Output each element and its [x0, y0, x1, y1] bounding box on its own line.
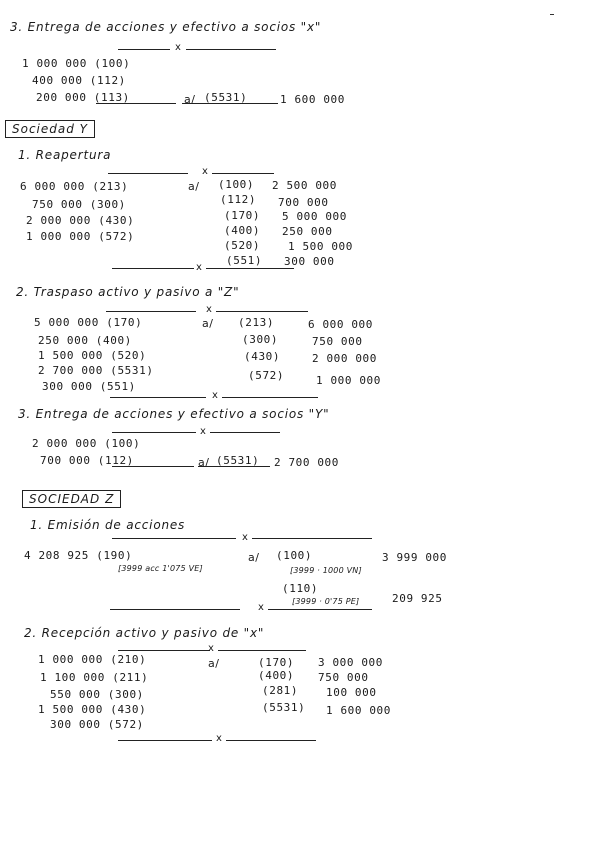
- debit-line: 250 000 (400): [38, 334, 132, 347]
- credit-amount: 6 000 000: [308, 318, 374, 331]
- debit-line: 1 000 000 (100): [22, 57, 131, 70]
- debit-line: 2 000 000 (100): [32, 437, 141, 450]
- entry-top-rule: [218, 650, 306, 651]
- entry-bottom-rule: [112, 268, 194, 269]
- credit-amount: 3 000 000: [318, 656, 384, 669]
- credit-amount: 100 000: [326, 686, 377, 699]
- debit-line: 700 000 (112): [40, 454, 134, 467]
- entry-separator: x: [258, 602, 264, 613]
- credit-amount: 2 700 000: [274, 456, 340, 469]
- credit-account: (400): [224, 224, 261, 237]
- entry-bottom-rule: [112, 466, 194, 467]
- entry-separator: x: [208, 643, 214, 654]
- debit-line: 300 000 (551): [42, 380, 136, 393]
- credit-account: (300): [242, 333, 279, 346]
- credit-account: (572): [248, 369, 285, 382]
- credit-account: (112): [220, 193, 257, 206]
- credit-amount: 750 000: [318, 671, 369, 684]
- credit-account: (170): [224, 209, 261, 222]
- entry-separator: x: [216, 733, 222, 744]
- credit-amount: 3 999 000: [382, 551, 448, 564]
- entry-title-emision: 1. Emisión de acciones: [30, 518, 186, 532]
- credit-marker: a/: [202, 317, 214, 330]
- entry-bottom-rule: [198, 466, 270, 467]
- debit-line: 1 500 000 (430): [38, 703, 147, 716]
- credit-account: (551): [226, 254, 263, 267]
- credit-account: (520): [224, 239, 261, 252]
- debit-line: 300 000 (572): [50, 718, 144, 731]
- entry-bottom-rule: [226, 740, 316, 741]
- debit-line: 1 000 000 (572): [26, 230, 135, 243]
- entry-bottom-rule: [110, 609, 240, 610]
- debit-line: 400 000 (112): [32, 74, 126, 87]
- credit-amount: 2 000 000: [312, 352, 378, 365]
- entry-top-rule: [216, 311, 308, 312]
- credit-marker: a/: [248, 551, 260, 564]
- credit-account: (5531): [204, 91, 248, 104]
- credit-note: [3999 · 0'75 PE]: [292, 597, 360, 606]
- credit-account: (400): [258, 669, 295, 682]
- entry-top-rule: [212, 173, 274, 174]
- credit-amount: 1 600 000: [326, 704, 392, 717]
- company-box-y: Sociedad Y: [5, 120, 95, 138]
- entry-top-rule: [118, 650, 210, 651]
- credit-amount: 209 925: [392, 592, 443, 605]
- entry-separator: x: [202, 166, 208, 177]
- entry-bottom-rule: [182, 103, 278, 104]
- credit-amount: 250 000: [282, 225, 333, 238]
- debit-line: 1 000 000 (210): [38, 653, 147, 666]
- credit-amount: 300 000: [284, 255, 335, 268]
- credit-account: (5531): [262, 701, 306, 714]
- credit-marker: a/: [208, 657, 220, 670]
- entry-title-traspaso: 2. Traspaso activo y pasivo a "Z": [16, 285, 240, 299]
- credit-account: (110): [282, 582, 319, 595]
- entry-title-entrega-y: 3. Entrega de acciones y efectivo a socios "Y": [18, 407, 330, 421]
- entry-bottom-rule: [118, 740, 212, 741]
- entry-separator: x: [212, 390, 218, 401]
- debit-line: 1 500 000 (520): [38, 349, 147, 362]
- debit-line: 750 000 (300): [32, 198, 126, 211]
- debit-line: 6 000 000 (213): [20, 180, 129, 193]
- credit-marker: a/: [184, 93, 196, 106]
- entry-title-entrega-x: 3. Entrega de acciones y efectivo a socios "x": [10, 20, 322, 34]
- entry-top-rule: [108, 173, 188, 174]
- credit-account: (213): [238, 316, 275, 329]
- credit-note: [3999 · 1000 VN]: [290, 566, 362, 575]
- debit-note: [3999 acc 1'075 VE]: [118, 564, 203, 573]
- debit-line: 2 000 000 (430): [26, 214, 135, 227]
- entry-separator: x: [196, 262, 202, 273]
- credit-account: (100): [218, 178, 255, 191]
- entry-bottom-rule: [222, 397, 318, 398]
- credit-amount: 1 000 000: [316, 374, 382, 387]
- debit-line: 4 208 925 (190): [24, 549, 133, 562]
- entry-bottom-rule: [96, 103, 176, 104]
- entry-top-rule: [118, 49, 170, 50]
- credit-account: (430): [244, 350, 281, 363]
- entry-top-rule: [252, 538, 372, 539]
- entry-top-rule: [106, 311, 196, 312]
- debit-line: 1 100 000 (211): [40, 671, 149, 684]
- credit-amount: 750 000: [312, 335, 363, 348]
- credit-amount: 2 500 000: [272, 179, 338, 192]
- entry-top-rule: [186, 49, 276, 50]
- entry-title-reapertura: 1. Reapertura: [18, 148, 112, 162]
- credit-amount: 1 600 000: [280, 93, 346, 106]
- entry-bottom-rule: [110, 397, 206, 398]
- debit-line: 550 000 (300): [50, 688, 144, 701]
- entry-top-rule: [112, 432, 196, 433]
- entry-title-recepcion: 2. Recepción activo y pasivo de "x": [24, 626, 265, 640]
- debit-line: 2 700 000 (5531): [38, 364, 154, 377]
- entry-separator: x: [242, 532, 248, 543]
- credit-account: (100): [276, 549, 313, 562]
- stray-mark: [550, 14, 554, 15]
- entry-separator: x: [175, 42, 181, 53]
- debit-line: 200 000 (113): [36, 91, 130, 104]
- credit-marker: a/: [188, 180, 200, 193]
- company-box-z: SOCIEDAD Z: [22, 490, 121, 508]
- entry-bottom-rule: [268, 609, 372, 610]
- credit-account: (5531): [216, 454, 260, 467]
- credit-amount: 5 000 000: [282, 210, 348, 223]
- entry-separator: x: [206, 304, 212, 315]
- entry-top-rule: [112, 538, 236, 539]
- credit-marker: a/: [198, 456, 210, 469]
- entry-separator: x: [200, 426, 206, 437]
- entry-top-rule: [210, 432, 280, 433]
- credit-amount: 1 500 000: [288, 240, 354, 253]
- debit-line: 5 000 000 (170): [34, 316, 143, 329]
- credit-amount: 700 000: [278, 196, 329, 209]
- credit-account: (170): [258, 656, 295, 669]
- entry-bottom-rule: [206, 268, 294, 269]
- credit-account: (281): [262, 684, 299, 697]
